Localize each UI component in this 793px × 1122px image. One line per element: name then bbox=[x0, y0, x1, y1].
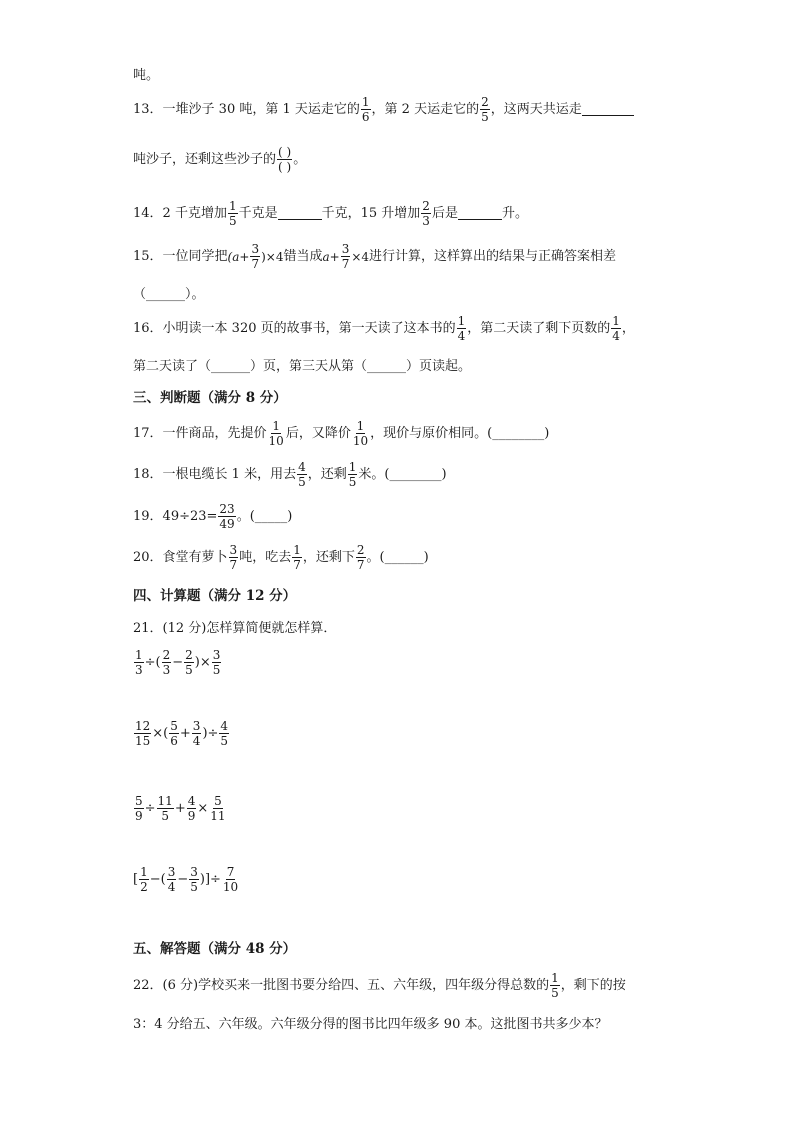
q17-fraction-2: $\frac{1}{10}$ bbox=[352, 419, 369, 448]
q19-text-b: 。(_____) bbox=[236, 509, 293, 524]
question-15 bbox=[133, 243, 616, 270]
q13-text-a: 13．一堆沙子 30 吨，第 1 天运走它的 bbox=[133, 102, 360, 117]
q12-tail: 吨。 bbox=[133, 68, 160, 83]
question-13 bbox=[133, 96, 634, 123]
section-3-heading: 三、判断题（满分 8 分） bbox=[133, 390, 287, 406]
q13-fraction-2: $\frac{2}{5}$ bbox=[481, 95, 489, 124]
q15-line2: （______）。 bbox=[133, 287, 205, 302]
q22-text-b: ，剩下的按 bbox=[560, 978, 626, 993]
q21-e3-op3: × bbox=[197, 801, 209, 816]
q16-text-a: 16．小明读一本 320 页的故事书，第一天读了这本书的 bbox=[133, 321, 456, 336]
q20-text-a: 20．食堂有萝卜 bbox=[133, 550, 228, 565]
q21-e1-f4: $\frac{3}{5}$ bbox=[212, 648, 221, 677]
q21-e4-f4: $\frac{7}{10}$ bbox=[222, 865, 239, 894]
q13-answer-fraction[interactable]: $\frac{( )}{( )}$ bbox=[278, 145, 292, 174]
q21-e3-op1: ÷ bbox=[144, 801, 156, 816]
q21-e4-op3: )]÷ bbox=[199, 872, 221, 887]
q18-text-b: ，还剩 bbox=[307, 467, 347, 482]
q15-expr2-b: ×4 bbox=[351, 249, 370, 264]
q16-fraction-2: $\frac{1}{4}$ bbox=[612, 314, 620, 343]
question-18 bbox=[133, 461, 447, 488]
q21-e4-f3: $\frac{3}{5}$ bbox=[190, 865, 198, 894]
q22-text-a: 22．(6 分)学校买来一批图书要分给四、五、六年级，四年级分得总数的 bbox=[133, 978, 550, 993]
q14-answer-blank-2[interactable] bbox=[458, 207, 502, 220]
q15-text-a: 15．一位同学把 bbox=[133, 249, 228, 264]
q21-e4-op0: [ bbox=[133, 872, 139, 887]
q17-text-a: 17．一件商品，先提价 bbox=[133, 426, 267, 441]
q21-expression-1 bbox=[133, 649, 222, 676]
q16-fraction-1: $\frac{1}{4}$ bbox=[457, 314, 466, 343]
question-14 bbox=[133, 200, 528, 227]
q13-answer-blank[interactable] bbox=[582, 103, 634, 116]
q15-text-b: 错当成 bbox=[283, 249, 323, 264]
q16-line2: 第二天读了（______）页，第三天从第（______）页读起。 bbox=[133, 359, 472, 374]
q15-expr1-a: (a+ bbox=[227, 249, 250, 264]
q21-e2-op3: )÷ bbox=[202, 726, 219, 741]
q14-text-c: 千克，15 升增加 bbox=[321, 206, 421, 221]
q21-e4-op2: − bbox=[177, 872, 189, 887]
q21-e1-f1: $\frac{1}{3}$ bbox=[135, 648, 143, 677]
q21-e1-f2: $\frac{2}{3}$ bbox=[162, 648, 171, 677]
q20-text-c: ，还剩下 bbox=[302, 550, 355, 565]
section-4-heading: 四、计算题（满分 12 分） bbox=[133, 588, 297, 604]
q15-expr1-b: )×4 bbox=[261, 249, 284, 264]
question-22 bbox=[133, 972, 626, 999]
q13-end: 。 bbox=[293, 152, 307, 167]
q21-e1-op1: ÷( bbox=[144, 655, 161, 670]
q21-e2-op1: ×( bbox=[152, 726, 169, 741]
q14-text-d: 后是 bbox=[431, 206, 458, 221]
q15-expr2-a: a+ bbox=[322, 249, 340, 264]
q13-line2-text: 吨沙子，还剩这些沙子的 bbox=[133, 152, 277, 167]
q21-e3-op2: + bbox=[174, 801, 186, 816]
q21-e4-f2: $\frac{3}{4}$ bbox=[167, 865, 176, 894]
q15-expr1-fraction: $\frac{3}{7}$ bbox=[251, 242, 260, 271]
q21-expression-3 bbox=[133, 795, 228, 822]
q22-fraction-1: $\frac{1}{5}$ bbox=[551, 971, 559, 1000]
q19-fraction-1: $\frac{23}{49}$ bbox=[219, 502, 235, 531]
question-20 bbox=[133, 544, 429, 571]
q15-text-c: 进行计算，这样算出的结果与正确答案相差 bbox=[369, 249, 617, 264]
q18-text-a: 18．一根电缆长 1 米，用去 bbox=[133, 467, 297, 482]
q16-text-b: ，第二天读了剩下页数的 bbox=[467, 321, 611, 336]
q22-line2: 3：4 分给五、六年级。六年级分得的图书比四年级多 90 本。这批图书共多少本？ bbox=[133, 1017, 608, 1032]
q13-fraction-1: $\frac{1}{6}$ bbox=[361, 95, 370, 124]
question-17 bbox=[133, 420, 549, 447]
q14-text-e: 升。 bbox=[501, 206, 528, 221]
q21-e4-f1: $\frac{1}{2}$ bbox=[140, 865, 148, 894]
q21-e3-f1: $\frac{5}{9}$ bbox=[135, 794, 143, 823]
question-13-line2 bbox=[133, 146, 306, 173]
q21-e1-op3: )× bbox=[194, 655, 211, 670]
q21-e2-f4: $\frac{4}{5}$ bbox=[220, 719, 229, 748]
q15-expr2-fraction: $\frac{3}{7}$ bbox=[341, 242, 350, 271]
q21-e3-f2: $\frac{11}{5}$ bbox=[157, 794, 173, 823]
question-19 bbox=[133, 503, 292, 530]
q18-text-c: 米。(________) bbox=[358, 467, 447, 482]
question-21: 21．(12 分)怎样算简便就怎样算． bbox=[133, 621, 337, 636]
section-5-heading: 五、解答题（满分 48 分） bbox=[133, 941, 297, 957]
question-16 bbox=[133, 315, 635, 342]
q13-text-b: ，第 2 天运走它的 bbox=[371, 102, 480, 117]
q20-text-d: 。(______) bbox=[366, 550, 429, 565]
q21-expression-2 bbox=[133, 720, 230, 747]
q14-fraction-1: $\frac{1}{5}$ bbox=[228, 199, 237, 228]
q14-fraction-2: $\frac{2}{3}$ bbox=[422, 199, 430, 228]
q17-fraction-1: $\frac{1}{10}$ bbox=[268, 419, 284, 448]
q13-text-c: ，这两天共运走 bbox=[490, 102, 582, 117]
q21-e3-f3: $\frac{4}{9}$ bbox=[187, 794, 196, 823]
q20-fraction-1: $\frac{3}{7}$ bbox=[229, 543, 238, 572]
q21-e3-f4: $\frac{5}{11}$ bbox=[210, 794, 226, 823]
q17-text-c: ，现价与原价相同。(________) bbox=[370, 426, 550, 441]
q20-text-b: 吨，吃去 bbox=[239, 550, 292, 565]
q18-fraction-1: $\frac{4}{5}$ bbox=[298, 460, 306, 489]
q21-e1-op2: − bbox=[172, 655, 184, 670]
q21-e2-f1: $\frac{12}{15}$ bbox=[135, 719, 151, 748]
q21-e2-f3: $\frac{3}{4}$ bbox=[192, 719, 201, 748]
q21-e4-op1: −( bbox=[149, 872, 166, 887]
q19-text-a: 19．49÷23= bbox=[133, 509, 218, 524]
q20-fraction-3: $\frac{2}{7}$ bbox=[356, 543, 365, 572]
q20-fraction-2: $\frac{1}{7}$ bbox=[293, 543, 301, 572]
q14-text-b: 千克是 bbox=[238, 206, 278, 221]
q21-e2-op2: + bbox=[179, 726, 191, 741]
q14-answer-blank-1[interactable] bbox=[278, 207, 322, 220]
q21-expression-4 bbox=[133, 866, 240, 893]
q21-e2-f2: $\frac{5}{6}$ bbox=[170, 719, 178, 748]
q17-text-b: 后，又降价 bbox=[285, 426, 351, 441]
q14-text-a: 14．2 千克增加 bbox=[133, 206, 227, 221]
q18-fraction-2: $\frac{1}{5}$ bbox=[348, 460, 357, 489]
q21-e1-f3: $\frac{2}{5}$ bbox=[185, 648, 193, 677]
q16-text-c: ， bbox=[621, 321, 635, 336]
